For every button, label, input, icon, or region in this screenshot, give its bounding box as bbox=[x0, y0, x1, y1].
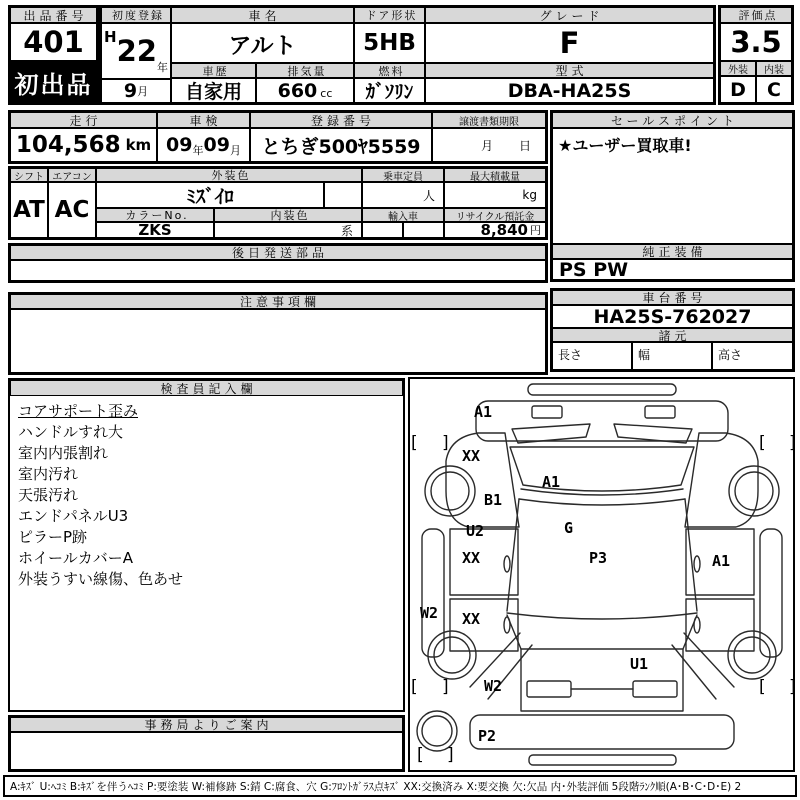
first-registration-year bbox=[101, 23, 171, 79]
diagram-bracket: ] bbox=[442, 433, 449, 453]
legend-bar bbox=[3, 775, 797, 797]
registration-no-header: 登録番号 bbox=[250, 112, 432, 128]
diagram-bracket: [ bbox=[417, 745, 424, 765]
damage-diagram bbox=[408, 377, 795, 772]
sales-point-block bbox=[550, 110, 795, 282]
shift-value: AT bbox=[10, 182, 48, 238]
sales-point-header: セールスポイント bbox=[552, 112, 793, 128]
chassis-no: HA25S-762027 bbox=[552, 305, 793, 328]
color-no: ZKS bbox=[96, 222, 214, 238]
inspector-note-line: ピラーP跡 bbox=[18, 528, 88, 546]
imported-cell-b bbox=[403, 222, 444, 238]
office-notice-content bbox=[10, 732, 403, 770]
diagram-damage-code: W2 bbox=[484, 677, 503, 695]
cautions-block bbox=[8, 292, 548, 375]
diagram-damage-code: XX bbox=[462, 549, 481, 567]
spec-width: 幅 bbox=[632, 342, 712, 370]
usage-history-header: 車歴 bbox=[171, 63, 256, 78]
inspection-year: 09 bbox=[166, 134, 193, 156]
specs-header: 諸元 bbox=[552, 328, 793, 342]
diagram-bracket: [ bbox=[411, 433, 418, 453]
interior-color-header: 内装色 bbox=[214, 208, 362, 222]
diagram-bracket: [ bbox=[759, 677, 766, 697]
office-notice-block bbox=[8, 715, 405, 772]
diagram-damage-code: P2 bbox=[478, 727, 497, 745]
inspector-note-line: 室内内張割れ bbox=[18, 444, 109, 462]
vehicle-summary-table bbox=[99, 5, 716, 105]
door-shape: 5HB bbox=[354, 23, 425, 63]
equipment-color-table bbox=[8, 166, 548, 240]
shift-header: シフト bbox=[10, 168, 48, 182]
lot-block bbox=[8, 5, 99, 105]
diagram-damage-code: U1 bbox=[630, 655, 649, 673]
spec-height: 高さ bbox=[712, 342, 793, 370]
diagram-bracket: ] bbox=[789, 677, 796, 697]
car-name: アルト bbox=[171, 23, 354, 63]
transfer-docs-header: 譲渡書類期限 bbox=[432, 112, 546, 128]
registration-no: とちぎ500ﾔ5559 bbox=[250, 128, 432, 162]
usage-history: 自家用 bbox=[171, 78, 256, 103]
grade-header: グレード bbox=[425, 7, 714, 23]
inspector-note-line: 天張汚れ bbox=[18, 486, 79, 504]
inspection-expiry bbox=[157, 128, 250, 162]
max-load-header: 最大積載量 bbox=[444, 168, 546, 182]
recycle-deposit bbox=[444, 222, 546, 238]
first-registration-year-value: 22 bbox=[116, 34, 157, 68]
interior-grade: C bbox=[756, 76, 792, 103]
diagram-damage-code: A1 bbox=[542, 473, 561, 491]
inspector-note-line: 室内汚れ bbox=[18, 465, 79, 483]
oem-equipment: PS PW bbox=[552, 259, 793, 280]
car-name-header: 車名 bbox=[171, 7, 354, 23]
capacity-value: 人 bbox=[362, 182, 444, 208]
mileage-header: 走行 bbox=[10, 112, 157, 128]
transfer-docs-deadline bbox=[432, 128, 546, 162]
displacement-unit: cc bbox=[320, 87, 333, 100]
later-shipping-content bbox=[10, 260, 546, 281]
sales-point-text: ★ユーザー買取車! bbox=[552, 128, 793, 244]
diagram-damage-code: XX bbox=[462, 447, 481, 465]
car-diagram-svg bbox=[410, 379, 793, 770]
imported-cell-a bbox=[362, 222, 403, 238]
diagram-bracket: [ bbox=[411, 677, 418, 697]
displacement-header: 排気量 bbox=[256, 63, 354, 78]
grade-value: F bbox=[425, 23, 714, 63]
diagram-damage-code: G bbox=[564, 519, 574, 537]
diagram-damage-code: XX bbox=[462, 610, 481, 628]
spec-length: 長さ bbox=[552, 342, 632, 370]
inspector-notes-header: 検査員記入欄 bbox=[10, 380, 403, 396]
later-shipping-block bbox=[8, 243, 548, 283]
inspector-note-line: ハンドルすれ大 bbox=[18, 423, 124, 441]
inspector-note-line: コアサポート歪み bbox=[18, 402, 139, 420]
recycle-deposit-unit: 円 bbox=[530, 224, 541, 237]
inspection-year-unit: 年 bbox=[192, 144, 204, 157]
exterior-color: ﾐｽﾞｲﾛ bbox=[96, 182, 324, 208]
era-mark: H bbox=[104, 28, 117, 46]
mileage-value: 104,568 bbox=[15, 132, 121, 158]
inspection-month: 09 bbox=[203, 134, 230, 156]
fuel-header: 燃料 bbox=[354, 63, 425, 78]
diagram-bracket: ] bbox=[789, 433, 796, 453]
inspector-note-line: ホイールカバーA bbox=[18, 549, 133, 567]
diagram-damage-code: A1 bbox=[712, 552, 731, 570]
inspection-header: 車検 bbox=[157, 112, 250, 128]
chassis-block bbox=[550, 288, 795, 372]
displacement-value: 660 bbox=[277, 79, 318, 102]
max-load-value: kg bbox=[444, 182, 546, 208]
transfer-month-label: 月 bbox=[480, 138, 493, 153]
transfer-day-label: 日 bbox=[518, 138, 531, 153]
exterior-grade-header: 外装 bbox=[720, 61, 756, 76]
displacement bbox=[256, 78, 354, 103]
month-unit: 月 bbox=[137, 85, 149, 98]
model-code-header: 型式 bbox=[425, 63, 714, 78]
exterior-color-header: 外装色 bbox=[96, 168, 362, 182]
oem-equipment-header: 純正装備 bbox=[552, 244, 793, 259]
recycle-deposit-header: リサイクル預託金 bbox=[444, 208, 546, 222]
chassis-no-header: 車台番号 bbox=[552, 290, 793, 305]
lot-number-header: 出品番号 bbox=[10, 7, 97, 23]
first-registration-month bbox=[101, 79, 171, 103]
later-shipping-header: 後日発送部品 bbox=[10, 245, 546, 260]
year-unit: 年 bbox=[156, 61, 168, 74]
exterior-color-sub-cell bbox=[324, 182, 362, 208]
door-shape-header: ドア形状 bbox=[354, 7, 425, 23]
first-registration-month-value: 9 bbox=[123, 80, 138, 102]
diagram-bracket: ] bbox=[447, 745, 454, 765]
diagram-damage-code: B1 bbox=[484, 491, 503, 509]
inspector-notes-list bbox=[10, 396, 403, 710]
diagram-damage-code: W2 bbox=[420, 604, 439, 622]
exterior-grade: D bbox=[720, 76, 756, 103]
diagram-bracket: ] bbox=[442, 677, 449, 697]
inspector-note-line: 外装うすい線傷、色あせ bbox=[18, 570, 184, 588]
interior-color: 系 bbox=[214, 222, 362, 238]
aircon-value: AC bbox=[48, 182, 96, 238]
model-code: DBA-HA25S bbox=[425, 78, 714, 103]
aircon-header: エアコン bbox=[48, 168, 96, 182]
inspector-notes-block bbox=[8, 378, 405, 712]
score-block bbox=[718, 5, 794, 105]
mileage-registration-table bbox=[8, 110, 548, 164]
cautions-content bbox=[10, 309, 546, 373]
office-notice-header: 事務局よりご案内 bbox=[10, 717, 403, 732]
capacity-header: 乗車定員 bbox=[362, 168, 444, 182]
first-listing-badge: 初出品 bbox=[10, 61, 97, 103]
first-registration-header: 初度登録 bbox=[101, 7, 171, 23]
diagram-damage-code: P3 bbox=[589, 549, 608, 567]
imported-header: 輸入車 bbox=[362, 208, 444, 222]
lot-number: 401 bbox=[10, 23, 97, 61]
recycle-deposit-value: 8,840 bbox=[480, 222, 528, 238]
diagram-bracket: [ bbox=[759, 433, 766, 453]
interior-grade-header: 内装 bbox=[756, 61, 792, 76]
cautions-header: 注意事項欄 bbox=[10, 294, 546, 309]
mileage bbox=[10, 128, 157, 162]
inspector-note-line: エンドパネルU3 bbox=[18, 507, 129, 525]
legend-text: A:ｷｽﾞ U:ﾍｺﾐ B:ｷｽﾞを伴うﾍｺﾐ P:要塗装 W:補修跡 S:錆 C:腐食、穴 G:ﾌﾛﾝﾄｶﾞﾗｽ点ｷｽﾞ XX:交換済み X:要交換 欠:欠品 内･外装評価 5段階ﾗﾝｸ順(A･B･C･D･E) 2 bbox=[10, 780, 742, 793]
fuel-value: ｶﾞｿﾘﾝ bbox=[354, 78, 425, 103]
diagram-damage-code: U2 bbox=[466, 522, 485, 540]
diagram-damage-code: A1 bbox=[474, 403, 493, 421]
inspection-month-unit: 月 bbox=[229, 144, 241, 157]
score-value: 3.5 bbox=[720, 23, 792, 61]
color-no-header: カラーNo. bbox=[96, 208, 214, 222]
mileage-unit: km bbox=[125, 136, 152, 154]
score-header: 評価点 bbox=[720, 7, 792, 23]
